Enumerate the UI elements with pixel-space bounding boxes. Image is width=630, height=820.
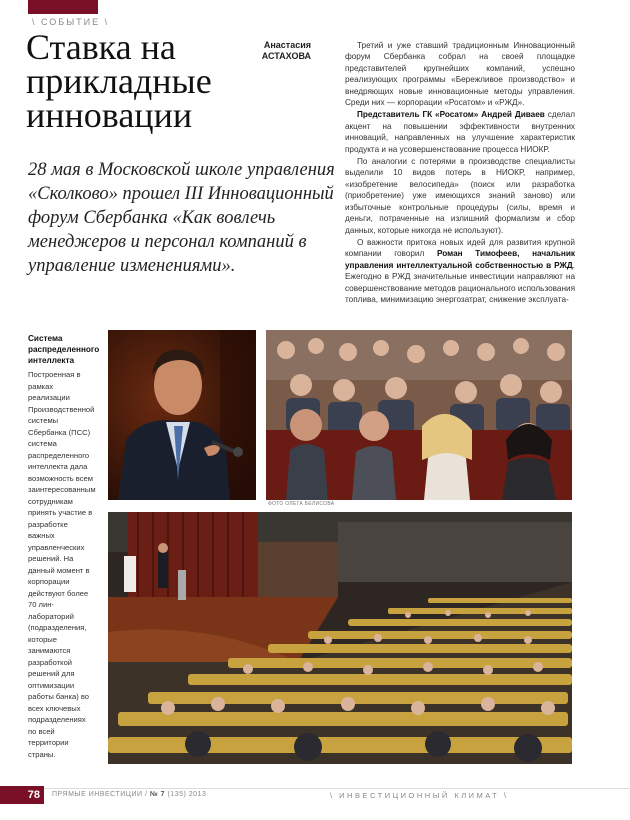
body-paragraph-4-start: О важности притока новых идей для развития крупной компании говорил	[345, 237, 575, 259]
body-paragraph-1: Третий и уже ставший традиционным Инновационный форум Сбербанка собрал на своей площадке представителей крупнейших компаний, успешно реализующих программы «Бережливое производство» и внедряющих новые инновационные методы управления. Среди них — корпорации «Росатом» и «РЖД».	[345, 41, 575, 108]
body-paragraph-2	[345, 109, 575, 155]
sidebar-box	[28, 333, 100, 760]
photo-speaker	[108, 330, 256, 500]
article-title: Ставка на прикладные инновации	[26, 27, 212, 135]
speaker-rosatom: Представитель ГК «Росатом» Андрей Диваев	[357, 110, 545, 120]
body-paragraph-4	[345, 237, 575, 305]
issue-number: № 7	[149, 791, 166, 798]
magazine-issue	[52, 791, 206, 798]
page-number: 78	[0, 786, 44, 804]
body-paragraph-4-rest: . Ежегодно в РЖД значительные инвестиции направляют на совершенствование методов рационального использования топлива, минимизацию энергозатрат, снижение эксплуата-	[345, 260, 575, 304]
section-tag: \ СОБЫТИЕ \	[32, 17, 110, 27]
rubric-label: \ ИНВЕСТИЦИОННЫЙ КЛИМАТ \	[330, 791, 509, 800]
author-last-name: АСТАХОВА	[261, 51, 311, 61]
body-paragraph-3: По аналогии с потерями в производстве специалисты выделили 10 видов потерь в НИОКР, например, «изобретение велосипеда» (поиск или разработка (приобретение) уже имеющихся знаний заново) или избыточные контрольные процедуры (силы, время и деньги, потраченные на излишний формализм и сбор данных, которые никогда не используют).	[345, 157, 575, 235]
speaker-rzd: Роман Тимофеев, начальник управления интеллектуальной собственностью в РЖД	[345, 249, 575, 270]
sidebar-heading: Система распределенного интеллекта	[28, 334, 100, 365]
conference-hall-illustration	[108, 512, 572, 764]
photo-conference-hall	[108, 512, 572, 764]
photo-credit: ФОТО ОЛЕГА БЕЛИСОВА	[268, 501, 335, 507]
body-paragraph-2-text: сделал акцент на повышении эффективности внутренних инноваций, направленных на улучшение характеристик продукта и на усовершенствование процесса НИОКР.	[345, 110, 575, 154]
section-color-bar	[28, 0, 98, 14]
article-lead: 28 мая в Московской школе управления «Сколково» прошел III Инновационный форум Сбербанка «Как вовлечь менеджеров и персонал компаний в управление изменениями».	[28, 160, 335, 276]
photo-audience-closeup	[266, 330, 572, 500]
issue-year: (135) 2013	[165, 791, 207, 798]
author-byline	[255, 40, 311, 62]
audience-closeup-illustration	[266, 330, 572, 500]
speaker-illustration	[108, 330, 256, 500]
author-first-name: Анастасия	[263, 40, 311, 50]
magazine-name: ПРЯМЫЕ ИНВЕСТИЦИИ /	[52, 791, 150, 798]
article-body	[345, 40, 575, 306]
sidebar-text: Построенная в рамках реализации Производственной системы Сбербанка (ПСС) система распределенного интеллекта дала возможность всем заинтересованным сотрудникам принять участие в разработке важных управленческих решений. На данный момент в корпорации действуют более 70 лин-лабораторий (подразделения, которые занимаются разработкой решений для оптимизации работы банка) во всех ключевых подразделениях по всей территории страны.	[28, 370, 96, 759]
footer-rule	[0, 788, 630, 789]
